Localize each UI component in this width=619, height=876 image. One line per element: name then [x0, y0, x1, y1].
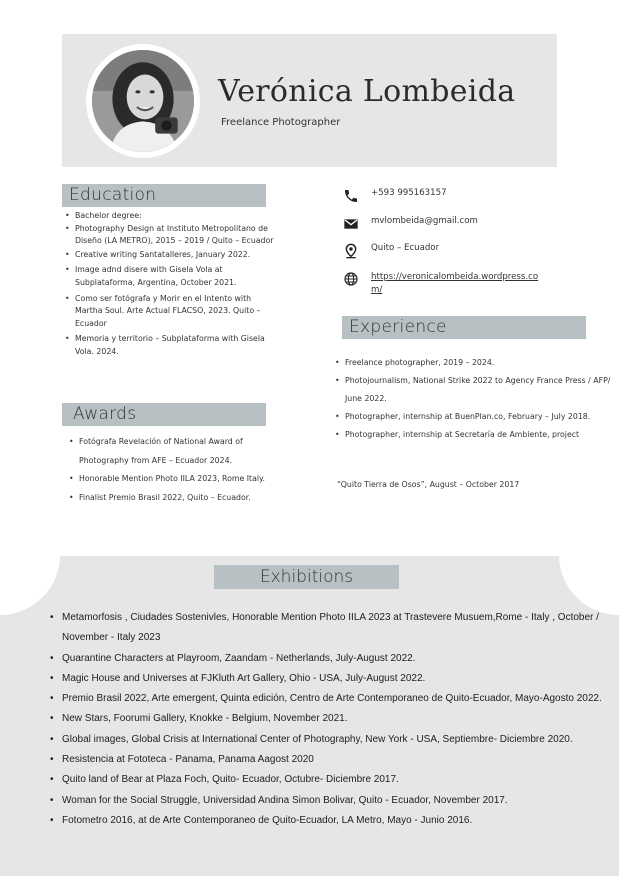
list-item: • Bachelor degree:: [62, 210, 276, 223]
contact-location: [343, 243, 439, 259]
phone-number: +593 995163157: [371, 188, 447, 198]
awards-list: [66, 433, 286, 507]
list-item: • Finalist Premio Brasil 2022, Quito – Ecuador.: [66, 489, 286, 508]
envelope-icon: [343, 216, 359, 232]
education-heading: Education: [62, 184, 266, 207]
list-item: • Photographer, internship at BuenPlan.co, February – July 2018.: [332, 408, 619, 426]
location-text: Quito – Ecuador: [371, 243, 440, 253]
list-item: • Photographer, internship at Secretaría de Ambiente, project: [332, 426, 619, 444]
exhibitions-list: [48, 608, 608, 831]
contact-phone: [343, 188, 447, 204]
list-item: • New Stars, Foorumi Gallery, Knokke - Belgium, November 2021.: [48, 709, 608, 729]
globe-icon: [343, 271, 359, 287]
list-item: • Metamorfosis , Ciudades Sostenivles, Honorable Mention Photo IILA 2023 at Trastevere Musuem,Rome - Italy , October / November - Italy 2023: [48, 608, 608, 649]
experience-note: “Quito Tierra de Osos”, August – October 2017: [337, 480, 520, 489]
contact-email: [343, 216, 478, 232]
contact-website: [343, 271, 541, 297]
list-item: • Freelance photographer, 2019 – 2024.: [332, 354, 619, 372]
experience-list: [332, 354, 619, 444]
list-item: • Photography Design at Instituto Metropolitano de Diseño (LA METRO), 2015 – 2019 / Quito – Ecuador: [62, 223, 276, 248]
education-list: [62, 210, 276, 359]
location-pin-icon: [343, 243, 359, 259]
list-item: • Quarantine Characters at Playroom, Zaandam - Netherlands, July-August 2022.: [48, 649, 608, 669]
profile-photo: [92, 50, 194, 152]
list-item: • Como ser fotógrafa y Morir en el Intento with Martha Soul. Arte Actual FLACSO, 2023. Quito – Ecuador: [62, 293, 276, 331]
avatar: [86, 44, 200, 158]
list-item: • Woman for the Social Struggle, Universidad Andina Simon Bolivar, Quito - Ecuador, November 2017.: [48, 791, 608, 811]
page-title: Verónica Lombeida: [218, 74, 516, 109]
list-item: • Memoria y territorio – Subplataforma with Gisela Vola. 2024.: [62, 333, 276, 358]
list-item: • Fotógrafa Revelación of National Award of Photography from AFE – Ecuador 2024.: [66, 433, 286, 470]
phone-icon: [343, 188, 359, 204]
list-item: • Creative writing Santatalleres, January 2022.: [62, 249, 276, 262]
list-item: • Fotometro 2016, at de Arte Contemporaneo de Quito-Ecuador, LA Metro, Mayo - Junio 2016.: [48, 811, 608, 831]
list-item: • Magic House and Universes at FJKluth Art Gallery, Ohio - USA, July-August 2022.: [48, 669, 608, 689]
exhibitions-heading: Exhibitions: [214, 565, 399, 589]
email-address[interactable]: mvlombeida@gmail.com: [371, 216, 478, 226]
list-item: • Premio Brasil 2022, Arte emergent, Quinta edición, Centro de Arte Contemporaneo de Quito-Ecuador, Mayo-Agosto 2022.: [48, 689, 608, 709]
list-item: • Quito land of Bear at Plaza Foch, Quito- Ecuador, Octubre- Diciembre 2017.: [48, 770, 608, 790]
list-item: • Resistencia at Fototeca - Panama, Panama Aagost 2020: [48, 750, 608, 770]
list-item: • Global images, Global Crisis at International Center of Photography, New York - USA, Septiembre- Diciembre 2020.: [48, 730, 608, 750]
list-item: • Image adnd disere with Gisela Vola at Subplataforma, Argentina, October 2021.: [62, 264, 276, 289]
list-item: • Photojournalism, National Strike 2022 to Agency France Press / AFP/ June 2022.: [332, 372, 619, 408]
experience-heading: Experience: [342, 316, 586, 339]
website-link[interactable]: https://veronicalombeida.wordpress.com/: [371, 272, 539, 295]
job-title: Freelance Photographer: [221, 117, 341, 128]
awards-heading: Awards: [62, 403, 266, 426]
list-item: • Honorable Mention Photo IILA 2023, Rome Italy.: [66, 470, 286, 489]
